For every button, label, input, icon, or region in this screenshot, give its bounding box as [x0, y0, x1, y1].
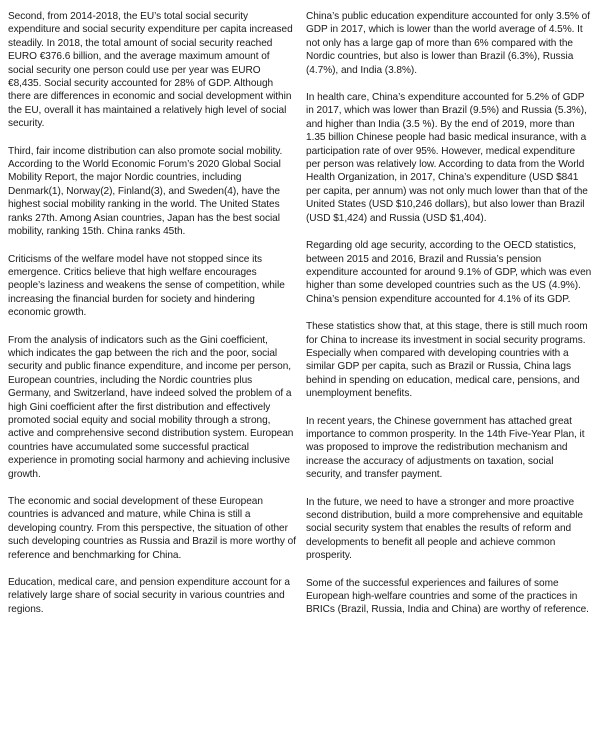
paragraph-gini-analysis: From the analysis of indicators such as the Gini coefficient, which indicates the gap between the rich and the poor, social security and public finance expenditure, and income per person, European countries, including the Nordic countries plus Germany, and Switzerland, have indeed solved the problem of a high Gini coefficient after the first distribution and effectively promoted social equity and social mobility through a strong, active and comprehensive second distribution system. European countries have accumulated some successful practical experience in promoting social harmony and achieving inclusive growth. — [8, 334, 294, 480]
paragraph-reference: Some of the successful experiences and failures of some European high-welfare countries and some of the practices in BRICs (Brazil, Russia, India and China) are worthy of reference. — [306, 577, 589, 616]
paragraph-old-age-security: Regarding old age security, according to the OECD statistics, between 2015 and 2016, Brazil and Russia’s pension expenditure accounted for around 9.1% of GDP, which was even higher than some developed countries such as the US (4.9%). China’s pension expenditure accounted for 4.1% of its GDP. — [306, 240, 592, 305]
paragraph-criticisms: Criticisms of the welfare model have not stopped since its emergence. Critics believe that high welfare encourages people’s laziness and weakens the sense of competition, while increasing the financial burden for society and hindering economic growth. — [8, 253, 285, 319]
paragraph-developing-countries: The economic and social development of these European countries is advanced and mature, while China is still a developing country. From this perspective, the situation of other such developing countries as Russia and Brazil is more worthy of reference and benchmarking for China. — [8, 496, 296, 561]
paragraph-social-mobility: Third, fair income distribution can also promote social mobility. According to the World Economic Forum’s 2020 Global Social Mobility Report, the major Nordic countries, including Denmark(1), Norway(2), Finland(3), and Sweden(4), have the highest social mobility ranking in the world. The United States ranks 27th. Among Asian countries, Japan has the best social mobility, ranking 15th. China ranks 45th. — [8, 145, 283, 238]
right-column — [306, 10, 592, 735]
paragraph-common-prosperity: In recent years, the Chinese government has attached great importance to common prosperity. In the 14th Five-Year Plan, it was proposed to improve the redistribution mechanism and increase the accuracy of adjustments on taxation, social security, and transfer payment. — [306, 415, 585, 481]
paragraph-future: In the future, we need to have a stronger and more proactive second distribution, build a more comprehensive and equitable social security system that enables the results of reform and developments to benefit all people and achieve common prosperity. — [306, 496, 583, 562]
paragraph-expenditure-share: Education, medical care, and pension expenditure account for a relatively large share of social security in various countries and regions. — [8, 577, 290, 615]
left-column — [8, 10, 296, 735]
paragraph-health-care: In health care, China’s expenditure accounted for 5.2% of GDP in 2017, which was lower than Brazil (9.5%) and Russia (5.3%), and higher than India (3.5 %). By the end of 2019, more than 1.35 billion Chinese people had basic medical insurance, with a participation rate of over 95%. However, medical expenditure per person was relatively low. According to data from the World Health Organization, in 2017, China’s expenditure (USD $841 per capita, per annum) was not only much lower than that of the United States (USD $10,246 dollars), but also lower than Brazil (USD $1,424) and Russia (USD $1,404). — [306, 92, 588, 224]
paragraph-education-expenditure: China’s public education expenditure accounted for only 3.5% of GDP in 2017, which is lower than the world average of 4.5%. It not only has a large gap of more than 6% compared with the Nordic countries, but also is lower than Brazil (6.3%), Russia (4.7%), and India (3.8%). — [306, 11, 590, 76]
paragraph-statistics-summary: These statistics show that, at this stage, there is still much room for China to increase its investment in social security programs. Especially when compared with developing countries with a similar GDP per capita, such as Brazil or Russia, China lags behind in spending on education, medical care, pensions, and unemployment benefits. — [306, 321, 588, 400]
paragraph-eu-social-security: Second, from 2014-2018, the EU’s total social security expenditure and social security expenditure per capita increased steadily. In 2018, the total amount of social security reached EURO €376.6 billion, and the average maximum amount of social security one person could use per year was EURO €8,435. Social security accounted for 28% of GDP. Although there are differences in economic and social development within the EU, overall it has maintained a relatively high level of social security. — [8, 11, 293, 130]
